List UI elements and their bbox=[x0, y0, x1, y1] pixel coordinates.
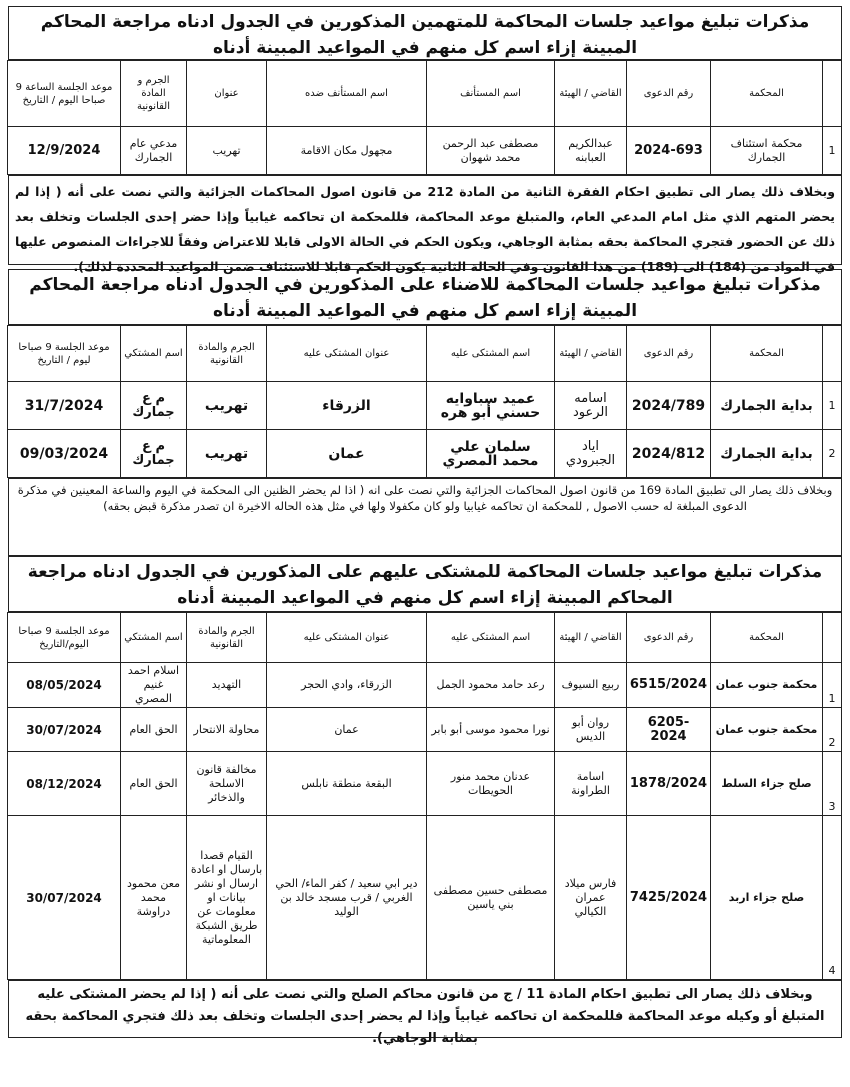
table-row bbox=[8, 816, 842, 980]
header-address: عنوان bbox=[187, 61, 267, 127]
row-court: محكمة جنوب عمان bbox=[711, 663, 823, 708]
row-case-number: 6205-2024 bbox=[627, 708, 711, 752]
row-judge: روان أبو الديس bbox=[555, 708, 627, 752]
row-defendant: سلمان علي محمد المصري bbox=[427, 430, 555, 478]
row-court: محكمة جنوب عمان bbox=[711, 708, 823, 752]
header-respondent: اسم المستأنف ضده bbox=[267, 61, 427, 127]
section1-title: مذكرات تبليغ مواعيد جلسات المحاكمة للمتهمين المذكورين في الجدول ادناه مراجعة المحاكم المبينة إزاء اسم كل منهم في المواعيد المبينة أدناه bbox=[8, 6, 842, 60]
header-complainant: اسم المشتكي bbox=[121, 326, 187, 382]
row-case-number: 2024/812 bbox=[627, 430, 711, 478]
row-index: 2 bbox=[823, 430, 842, 478]
row-case-number: 1878/2024 bbox=[627, 752, 711, 816]
row-respondent: مجهول مكان الاقامة bbox=[267, 127, 427, 175]
row-session-date: 12/9/2024 bbox=[8, 127, 121, 175]
header-defendant: اسم المشتكى عليه bbox=[427, 326, 555, 382]
row-case-number: 6515/2024 bbox=[627, 663, 711, 708]
header-court: المحكمة bbox=[711, 613, 823, 663]
section3-legal-note: وبخلاف ذلك يصار الى تطبيق احكام المادة 11 / ج من قانون محاكم الصلح والتي نصت على أنه ( إذا لم يحضر المشتكى عليه المتبلغ أو وكيله موعد المحاكمة فللمحكمة ان تحاكمه غيابياً وإذا لم يحضر إحدى الجلسات وتخلف بعد ذلك فتجري المحاكمة بحقه بمثابة الوجاهي). bbox=[8, 980, 842, 1038]
row-crime: تهريب bbox=[187, 430, 267, 478]
row-index: 1 bbox=[823, 663, 842, 708]
row-session-date: 30/07/2024 bbox=[8, 708, 121, 752]
row-index: 1 bbox=[823, 382, 842, 430]
header-crime: الجرم والمادة القانونية bbox=[187, 326, 267, 382]
section3-title: مذكرات تبليغ مواعيد جلسات المحاكمة للمشتكى عليهم على المذكورين في الجدول ادناه مراجعة المحاكم المبينة إزاء اسم كل منهم في المواعيد المبينة أدناه bbox=[8, 556, 842, 612]
header-appellant: اسم المستأنف bbox=[427, 61, 555, 127]
row-judge: ربيع السيوف bbox=[555, 663, 627, 708]
table-row bbox=[8, 127, 842, 175]
row-defendant-address: عمان bbox=[267, 430, 427, 478]
header-case-number: رقم الدعوى bbox=[627, 326, 711, 382]
row-complainant: الحق العام bbox=[121, 708, 187, 752]
row-complainant: اسلام احمد غنيم المصري bbox=[121, 663, 187, 708]
row-court: بداية الجمارك bbox=[711, 430, 823, 478]
table-row bbox=[8, 752, 842, 816]
row-crime: محاولة الانتحار bbox=[187, 708, 267, 752]
row-judge: اسامه الرعود bbox=[555, 382, 627, 430]
table-row bbox=[8, 382, 842, 430]
section3-table bbox=[7, 612, 842, 980]
row-defendant: مصطفى حسين مصطفى بني ياسين bbox=[427, 816, 555, 980]
row-crime: مدعي عام الجمارك bbox=[121, 127, 187, 175]
row-defendant-address: دير ابي سعيد / كفر الماء/ الحي الغربي / قرب مسجد خالد بن الوليد bbox=[267, 816, 427, 980]
row-court: صلح جزاء السلط bbox=[711, 752, 823, 816]
row-defendant: عميد سباوايه حسني أبو هره bbox=[427, 382, 555, 430]
section1-table bbox=[7, 60, 842, 175]
section2-legal-note: وبخلاف ذلك يصار الى تطبيق المادة 169 من قانون اصول المحاكمات الجزائية والتي نصت على انه ( اذا لم يحضر الظنين الى المحكمة في اليوم والساعة المعينين في مذكرة الدعوى المبلغة له حسب الاصول , للمحكمة ان تحاكمه غيابيا ولو كان مكفولا ولها في مثل هذه الحاله الاخيرة ان تصدر مذكرة قبض بحقه) bbox=[8, 478, 842, 556]
row-crime: القيام قصدا بارسال او اعادة ارسال او نشر بيانات او معلومات عن طريق الشبكة المعلوماتية bbox=[187, 816, 267, 980]
row-crime: تهريب bbox=[187, 382, 267, 430]
row-complainant: م ع جمارك bbox=[121, 430, 187, 478]
row-defendant: نورا محمود موسى أبو بابر bbox=[427, 708, 555, 752]
header-case-number: رقم الدعوى bbox=[627, 613, 711, 663]
notice-page bbox=[8, 6, 842, 1046]
section1-legal-note: وبخلاف ذلك يصار الى تطبيق احكام الفقرة الثانية من المادة 212 من قانون اصول المحاكمات الجزائية والتي نصت على أنه ( إذا لم يحضر المتهم الذي مثل امام المدعي العام، والمتبلغ موعد المحاكمة، فللمحكمة ان تحاكمه غيابياً وإذا حضر إحدى الجلسات وتخلف بعد ذلك عن الحضور فتجري المحاكمة بحقه بمثابة الوجاهي، ويكون الحكم في الحالة الاولى قابلا للاعتراض وفقاً للاجراءات المنصوص عليها في المواد من (184) الى (189) من هذا القانون وفي الحالة الثانية يكون الحكم قابلا للاستئناف ضمن المواعيد المحددة لذلك). bbox=[8, 175, 842, 265]
header-defendant-address: عنوان المشتكى عليه bbox=[267, 326, 427, 382]
row-session-date: 30/07/2024 bbox=[8, 816, 121, 980]
header-index bbox=[823, 326, 842, 382]
header-judge: القاضي / الهيئة bbox=[555, 326, 627, 382]
section2-header-row bbox=[8, 326, 842, 382]
header-judge: القاضي / الهيئة bbox=[555, 613, 627, 663]
row-case-number: 2024-693 bbox=[627, 127, 711, 175]
row-court: محكمة استئناف الجمارك bbox=[711, 127, 823, 175]
header-index bbox=[823, 613, 842, 663]
table-row bbox=[8, 430, 842, 478]
row-judge: فارس ميلاد عمران الكيالي bbox=[555, 816, 627, 980]
row-complainant: م ع جمارك bbox=[121, 382, 187, 430]
header-crime: الجرم والمادة القانونية bbox=[187, 613, 267, 663]
row-session-date: 08/12/2024 bbox=[8, 752, 121, 816]
table-row bbox=[8, 663, 842, 708]
section3-header-row bbox=[8, 613, 842, 663]
header-court: المحكمة bbox=[711, 61, 823, 127]
row-complainant: معن محمود محمد دراوشة bbox=[121, 816, 187, 980]
row-court: صلح جزاء اربد bbox=[711, 816, 823, 980]
header-case-number: رقم الدعوى bbox=[627, 61, 711, 127]
row-appellant: مصطفى عبد الرحمن محمد شهوان bbox=[427, 127, 555, 175]
row-judge: عبدالكريم العبابنه bbox=[555, 127, 627, 175]
row-index: 4 bbox=[823, 816, 842, 980]
row-session-date: 31/7/2024 bbox=[8, 382, 121, 430]
row-address: تهريب bbox=[187, 127, 267, 175]
row-session-date: 08/05/2024 bbox=[8, 663, 121, 708]
row-case-number: 7425/2024 bbox=[627, 816, 711, 980]
row-court: بداية الجمارك bbox=[711, 382, 823, 430]
row-index: 1 bbox=[823, 127, 842, 175]
row-index: 2 bbox=[823, 708, 842, 752]
header-crime: الجرم و المادة القانونية bbox=[121, 61, 187, 127]
row-session-date: 09/03/2024 bbox=[8, 430, 121, 478]
row-judge: اياد الجبرودي bbox=[555, 430, 627, 478]
header-court: المحكمة bbox=[711, 326, 823, 382]
row-crime: مخالفة قانون الاسلحة والذخائر bbox=[187, 752, 267, 816]
row-index: 3 bbox=[823, 752, 842, 816]
row-defendant-address: عمان bbox=[267, 708, 427, 752]
section1-header-row bbox=[8, 61, 842, 127]
header-session-date: موعد الجلسة 9 صباحا ليوم / التاريخ bbox=[8, 326, 121, 382]
header-session-date: موعد الجلسة 9 صباحا اليوم/التاريخ bbox=[8, 613, 121, 663]
row-complainant: الحق العام bbox=[121, 752, 187, 816]
section2-table bbox=[7, 325, 842, 478]
row-defendant-address: الزرقاء، وادي الحجر bbox=[267, 663, 427, 708]
table-row bbox=[8, 708, 842, 752]
row-defendant: عدنان محمد منور الحويطات bbox=[427, 752, 555, 816]
header-complainant: اسم المشتكي bbox=[121, 613, 187, 663]
header-session-date: موعد الجلسة الساعة 9 صباحا اليوم / التاريخ bbox=[8, 61, 121, 127]
row-defendant: رعد حامد محمود الجمل bbox=[427, 663, 555, 708]
row-defendant-address: البقعة منطقة نابلس bbox=[267, 752, 427, 816]
row-judge: اسامة الطراونة bbox=[555, 752, 627, 816]
section2-title: مذكرات تبليغ مواعيد جلسات المحاكمة للاضناء على المذكورين في الجدول ادناه مراجعة المحاكم المبينة إزاء اسم كل منهم في المواعيد المبينة أدناه bbox=[8, 269, 842, 325]
header-index bbox=[823, 61, 842, 127]
header-judge: القاضي / الهيئة bbox=[555, 61, 627, 127]
header-defendant-address: عنوان المشتكى عليه bbox=[267, 613, 427, 663]
row-crime: التهديد bbox=[187, 663, 267, 708]
row-defendant-address: الزرقاء bbox=[267, 382, 427, 430]
row-case-number: 2024/789 bbox=[627, 382, 711, 430]
header-defendant: اسم المشتكى عليه bbox=[427, 613, 555, 663]
